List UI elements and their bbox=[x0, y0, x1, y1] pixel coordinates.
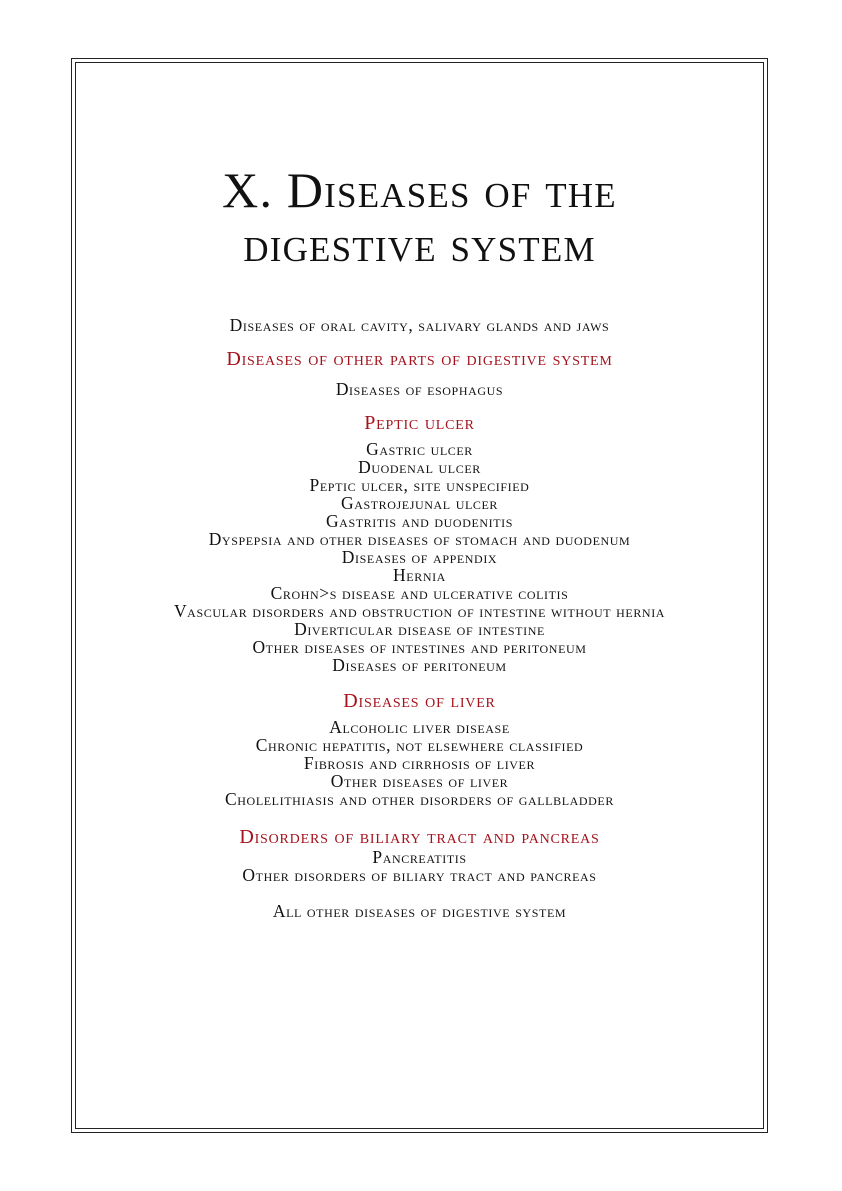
list-item: Peptic ulcer, site unspecified bbox=[309, 475, 530, 495]
liver-list bbox=[75, 718, 764, 808]
list-item: Crohn>s disease and ulcerative colitis bbox=[270, 583, 569, 603]
biliary-list bbox=[75, 848, 764, 884]
list-item: Diseases of esophagus bbox=[335, 379, 504, 399]
list-item: Duodenal ulcer bbox=[358, 457, 481, 477]
list-item: Gastrojejunal ulcer bbox=[340, 493, 499, 513]
list-item: Alcoholic liver disease bbox=[329, 717, 510, 737]
list-item: Gastric ulcer bbox=[366, 439, 473, 459]
list-item: Dyspepsia and other diseases of stomach and duodenum bbox=[208, 529, 631, 549]
list-item: Other disorders of biliary tract and pancreas bbox=[242, 865, 597, 885]
section-heading-liver: Diseases of liver bbox=[343, 690, 496, 712]
section-heading-peptic-ulcer: Peptic ulcer bbox=[364, 412, 475, 434]
section-heading-biliary-pancreas: Disorders of biliary tract and pancreas bbox=[239, 826, 600, 848]
list-item: Fibrosis and cirrhosis of liver bbox=[303, 753, 536, 773]
list-item: Cholelithiasis and other disorders of gallbladder bbox=[225, 789, 614, 809]
list-item: Gastritis and duodenitis bbox=[325, 511, 514, 531]
list-item: Vascular disorders and obstruction of intestine without hernia bbox=[173, 601, 666, 621]
closing-item: All other diseases of digestive system bbox=[272, 901, 567, 921]
list-item: Hernia bbox=[393, 565, 446, 585]
section-heading-other-parts: Diseases of other parts of digestive system bbox=[226, 348, 613, 370]
chapter-content bbox=[75, 62, 764, 920]
list-item: Chronic hepatitis, not elsewhere classified bbox=[255, 735, 584, 755]
list-item: Diverticular disease of intestine bbox=[294, 619, 545, 639]
list-item: Pancreatitis bbox=[372, 847, 467, 867]
chapter-title bbox=[75, 163, 764, 271]
list-item: Diseases of peritoneum bbox=[332, 655, 507, 675]
chapter-title-line-2: digestive system bbox=[243, 216, 596, 272]
intro-item: Diseases of oral cavity, salivary glands and jaws bbox=[229, 315, 610, 335]
peptic-ulcer-list bbox=[75, 440, 764, 674]
list-item: Other diseases of intestines and peritoneum bbox=[252, 637, 587, 657]
chapter-title-line-1: X. Diseases of the bbox=[222, 162, 617, 218]
list-item: Other diseases of liver bbox=[330, 771, 509, 791]
list-item: Diseases of appendix bbox=[341, 547, 498, 567]
